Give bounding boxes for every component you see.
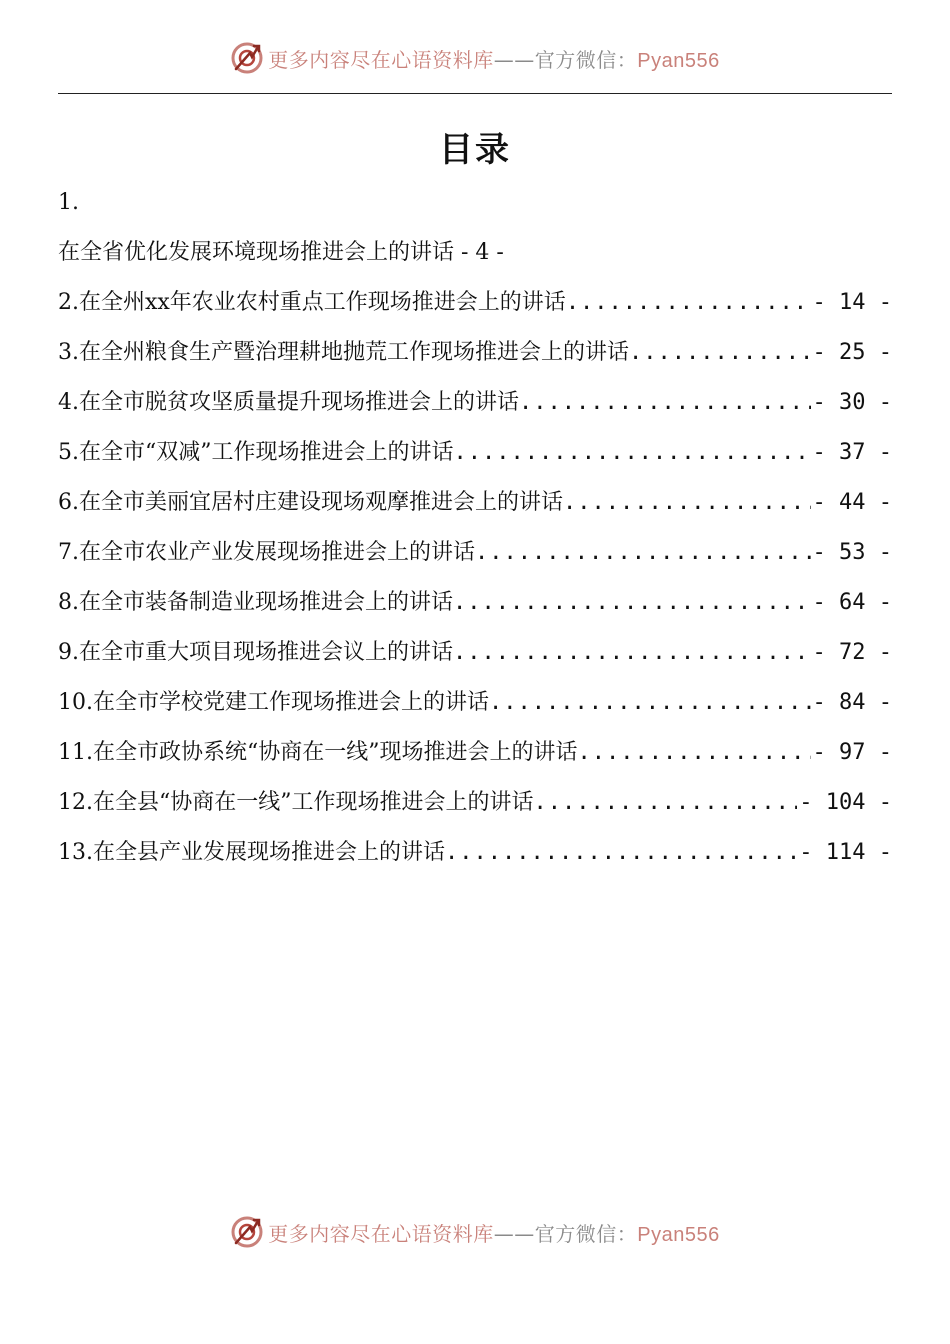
toc-item-page: - 64 - xyxy=(812,590,892,615)
toc-leader-dots xyxy=(519,378,811,428)
toc-item[interactable] xyxy=(58,828,892,878)
toc-leader-dots xyxy=(453,578,811,628)
toc-leader-dots xyxy=(629,328,811,378)
toc-leader-dots xyxy=(489,678,811,728)
toc-item[interactable] xyxy=(58,628,892,678)
banner-wechat-id: Pyan556 xyxy=(637,1223,720,1246)
toc-item[interactable] xyxy=(58,728,892,778)
footer-banner xyxy=(0,1212,950,1252)
brand-logo-icon xyxy=(230,1215,264,1249)
toc-item-page: - 37 - xyxy=(812,440,892,465)
header-banner xyxy=(0,38,950,78)
toc-item-page: - 25 - xyxy=(812,340,892,365)
toc-item-title: 5.在全市“双减”工作现场推进会上的讲话 xyxy=(58,440,454,465)
toc-item[interactable] xyxy=(58,428,892,478)
banner-text xyxy=(268,1218,719,1247)
toc-leader-dots xyxy=(563,478,811,528)
toc-item-title: 10.在全市学校党建工作现场推进会上的讲话 xyxy=(58,690,489,715)
toc-item-title: 9.在全市重大项目现场推进会议上的讲话 xyxy=(58,640,453,665)
toc-item-page: - 14 - xyxy=(812,290,892,315)
toc-item-title: 3.在全州粮食生产暨治理耕地抛荒工作现场推进会上的讲话 xyxy=(58,340,629,365)
toc-item[interactable] xyxy=(58,528,892,578)
table-of-contents xyxy=(58,178,892,878)
banner-text xyxy=(268,44,719,73)
toc-item-page: - 30 - xyxy=(812,390,892,415)
banner-separator: —— xyxy=(493,47,535,72)
toc-item-title: 13.在全县产业发展现场推进会上的讲话 xyxy=(58,840,445,865)
toc-leader-dots xyxy=(445,828,797,878)
banner-label: 官方微信： xyxy=(534,1221,638,1246)
banner-brand: 更多内容尽在心语资料库 xyxy=(268,1221,494,1246)
banner-brand: 更多内容尽在心语资料库 xyxy=(268,47,494,72)
toc-item-title: 2.在全州xx年农业农村重点工作现场推进会上的讲话 xyxy=(58,290,566,315)
toc-item-title: 4.在全市脱贫攻坚质量提升现场推进会上的讲话 xyxy=(58,390,519,415)
toc-item-page: - 72 - xyxy=(812,640,892,665)
banner-label: 官方微信： xyxy=(534,47,638,72)
toc-leader-dots xyxy=(475,528,811,578)
toc-item-page: - 53 - xyxy=(812,540,892,565)
toc-item[interactable] xyxy=(58,278,892,328)
document-title: 目录 xyxy=(439,130,511,170)
toc-item-title: 8.在全市装备制造业现场推进会上的讲话 xyxy=(58,590,453,615)
toc-item[interactable] xyxy=(58,678,892,728)
toc-leader-dots xyxy=(453,628,811,678)
toc-item[interactable] xyxy=(58,478,892,528)
toc-item-page: - 114 - xyxy=(799,840,892,865)
toc-item[interactable] xyxy=(58,328,892,378)
toc-item-page: - 97 - xyxy=(812,740,892,765)
toc-item-1-number[interactable]: 1. xyxy=(58,190,79,215)
toc-leader-dots xyxy=(566,278,811,328)
toc-item-page: - 104 - xyxy=(799,790,892,815)
toc-item-page: - 44 - xyxy=(812,490,892,515)
toc-item-title: 12.在全县“协商在一线”工作现场推进会上的讲话 xyxy=(58,790,534,815)
brand-logo-icon xyxy=(230,41,264,75)
banner-separator: —— xyxy=(493,1221,535,1246)
toc-leader-dots xyxy=(454,428,811,478)
toc-item-title: 11.在全市政协系统“协商在一线”现场推进会上的讲话 xyxy=(58,740,578,765)
toc-item-title: 7.在全市农业产业发展现场推进会上的讲话 xyxy=(58,540,475,565)
banner-wechat-id: Pyan556 xyxy=(637,49,720,72)
toc-item[interactable] xyxy=(58,778,892,828)
toc-item[interactable] xyxy=(58,378,892,428)
toc-item-1-title[interactable]: 在全省优化发展环境现场推进会上的讲话 - 4 - xyxy=(58,240,504,265)
toc-leader-dots xyxy=(577,728,810,778)
toc-item[interactable] xyxy=(58,578,892,628)
toc-item-page: - 84 - xyxy=(812,690,892,715)
toc-leader-dots xyxy=(533,778,797,828)
toc-item-title: 6.在全市美丽宜居村庄建设现场观摩推进会上的讲话 xyxy=(58,490,563,515)
header-divider xyxy=(58,93,892,94)
